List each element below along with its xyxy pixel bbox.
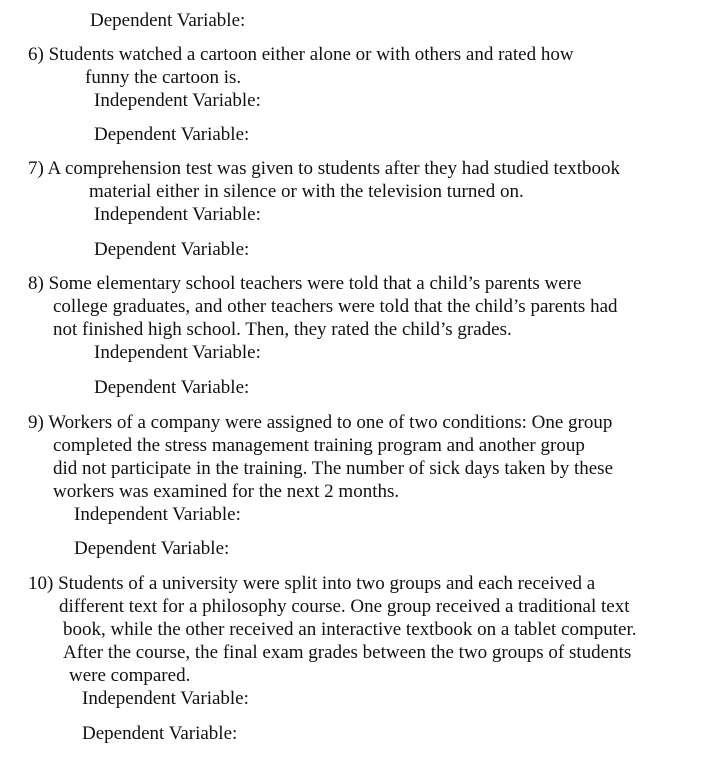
independent-variable-label: Independent Variable: [74,504,241,525]
question-text-line: different text for a philosophy course. One group received a traditional text [59,596,630,617]
dependent-variable-label: Dependent Variable: [94,124,250,145]
dependent-variable-label: Dependent Variable: [90,10,246,31]
question-text-line: 8) Some elementary school teachers were told that a child’s parents were [28,273,582,294]
question-text-line: funny the cartoon is. [85,67,242,88]
question-text-line: After the course, the final exam grades between the two groups of students [63,642,632,663]
dependent-variable-label: Dependent Variable: [94,239,250,260]
question-text-line: completed the stress management training program and another group [53,435,585,456]
question-text-line: did not participate in the training. The number of sick days taken by these [53,458,613,479]
question-text-line: 9) Workers of a company were assigned to one of two conditions: One group [28,412,613,433]
question-text-line: not finished high school. Then, they rated the child’s grades. [53,319,512,340]
question-text-line: workers was examined for the next 2 months. [53,481,400,502]
question-text-line: 6) Students watched a cartoon either alone or with others and rated how [28,44,574,65]
question-text-line: book, while the other received an interactive textbook on a tablet computer. [63,619,637,640]
question-text-line: were compared. [69,665,191,686]
question-text-line: 7) A comprehension test was given to students after they had studied textbook [28,158,621,179]
independent-variable-label: Independent Variable: [94,342,261,363]
dependent-variable-label: Dependent Variable: [82,723,238,744]
dependent-variable-label: Dependent Variable: [94,377,250,398]
question-text-line: 10) Students of a university were split into two groups and each received a [28,573,596,594]
dependent-variable-label: Dependent Variable: [74,538,230,559]
independent-variable-label: Independent Variable: [94,204,261,225]
independent-variable-label: Independent Variable: [94,90,261,111]
question-text-line: material either in silence or with the television turned on. [89,181,524,202]
independent-variable-label: Independent Variable: [82,688,249,709]
question-text-line: college graduates, and other teachers were told that the child’s parents had [53,296,618,317]
